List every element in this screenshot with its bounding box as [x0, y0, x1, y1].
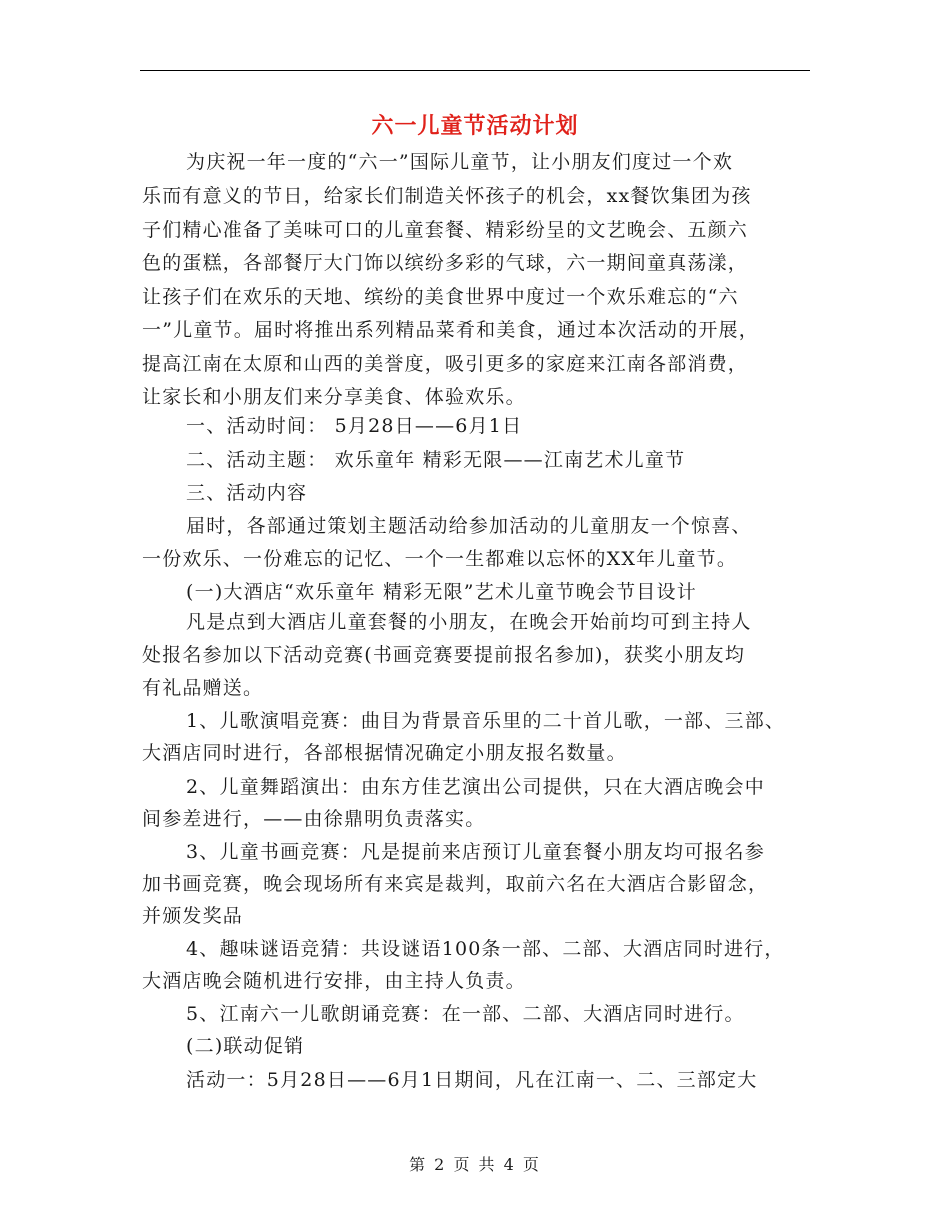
body-line: 并颁发奖品 — [142, 905, 244, 927]
header-rule — [140, 70, 810, 71]
body-line: (一)大酒店“欢乐童年 精彩无限”艺术儿童节晚会节目设计 — [186, 581, 697, 603]
body-line: 为庆祝一年一度的“六一”国际儿童节，让小朋友们度过一个欢 — [186, 151, 734, 173]
body-line: (二)联动促销 — [186, 1035, 305, 1057]
body-line: 二、活动主题： 欢乐童年 精彩无限——江南艺术儿童节 — [186, 449, 686, 471]
body-line: 一份欢乐、一份难忘的记忆、一个一生都难以忘怀的XX年儿童节。 — [142, 548, 738, 570]
body-line: 届时，各部通过策划主题活动给参加活动的儿童朋友一个惊喜、 — [186, 515, 752, 537]
body-line: 凡是点到大酒店儿童套餐的小朋友，在晚会开始前均可到主持人 — [186, 611, 752, 633]
body-line: 5、江南六一儿歌朗诵竞赛：在一部、二部、大酒店同时进行。 — [186, 1003, 745, 1025]
body-line: 间参差进行，——由徐鼎明负责落实。 — [142, 808, 486, 830]
body-line: 1、儿歌演唱竞赛：曲目为背景音乐里的二十首儿歌，一部、三部、 — [186, 710, 786, 732]
body-line: 色的蛋糕，各部餐厅大门饰以缤纷多彩的气球，六一期间童真荡漾， — [142, 252, 749, 274]
body-line: 活动一：5月28日——6月1日期间，凡在江南一、二、三部定大 — [186, 1069, 758, 1091]
body-line: 子们精心准备了美味可口的儿童套餐、精彩纷呈的文艺晚会、五颜六 — [142, 219, 749, 241]
body-line: 三、活动内容 — [186, 482, 308, 504]
body-line: 处报名参加以下活动竞赛(书画竞赛要提前报名参加)，获奖小朋友均 — [142, 644, 746, 666]
document-title: 六一儿童节活动计划 — [371, 113, 579, 139]
body-line: 大酒店同时进行，各部根据情况确定小朋友报名数量。 — [142, 742, 627, 764]
body-line: 大酒店晚会随机进行安排，由主持人负责。 — [142, 970, 526, 992]
body-line: 让家长和小朋友们来分享美食、体验欢乐。 — [142, 386, 526, 408]
body-line: 2、儿童舞蹈演出：由东方佳艺演出公司提供，只在大酒店晚会中 — [186, 776, 765, 798]
body-line: 加书画竞赛，晚会现场所有来宾是裁判，取前六名在大酒店合影留念， — [142, 873, 769, 895]
body-line: 有礼品赠送。 — [142, 677, 264, 699]
body-line: 4、趣味谜语竞猜：共设谜语100条一部、二部、大酒店同时进行， — [186, 938, 785, 960]
body-line: 乐而有意义的节日，给家长们制造关怀孩子的机会，xx餐饮集团为孩 — [142, 185, 752, 207]
body-line: 让孩子们在欢乐的天地、缤纷的美食世界中度过一个欢乐难忘的“六 — [142, 286, 739, 308]
page-footer: 第 2 页 共 4 页 — [409, 1155, 541, 1174]
body-line: 一”儿童节。届时将推出系列精品菜肴和美食，通过本次活动的开展， — [142, 319, 759, 341]
body-line: 提高江南在太原和山西的美誉度，吸引更多的家庭来江南各部消费， — [142, 353, 749, 375]
body-line: 3、儿童书画竞赛：凡是提前来店预订儿童套餐小朋友均可报名参 — [186, 841, 765, 863]
body-line: 一、活动时间： 5月28日——6月1日 — [186, 415, 523, 437]
